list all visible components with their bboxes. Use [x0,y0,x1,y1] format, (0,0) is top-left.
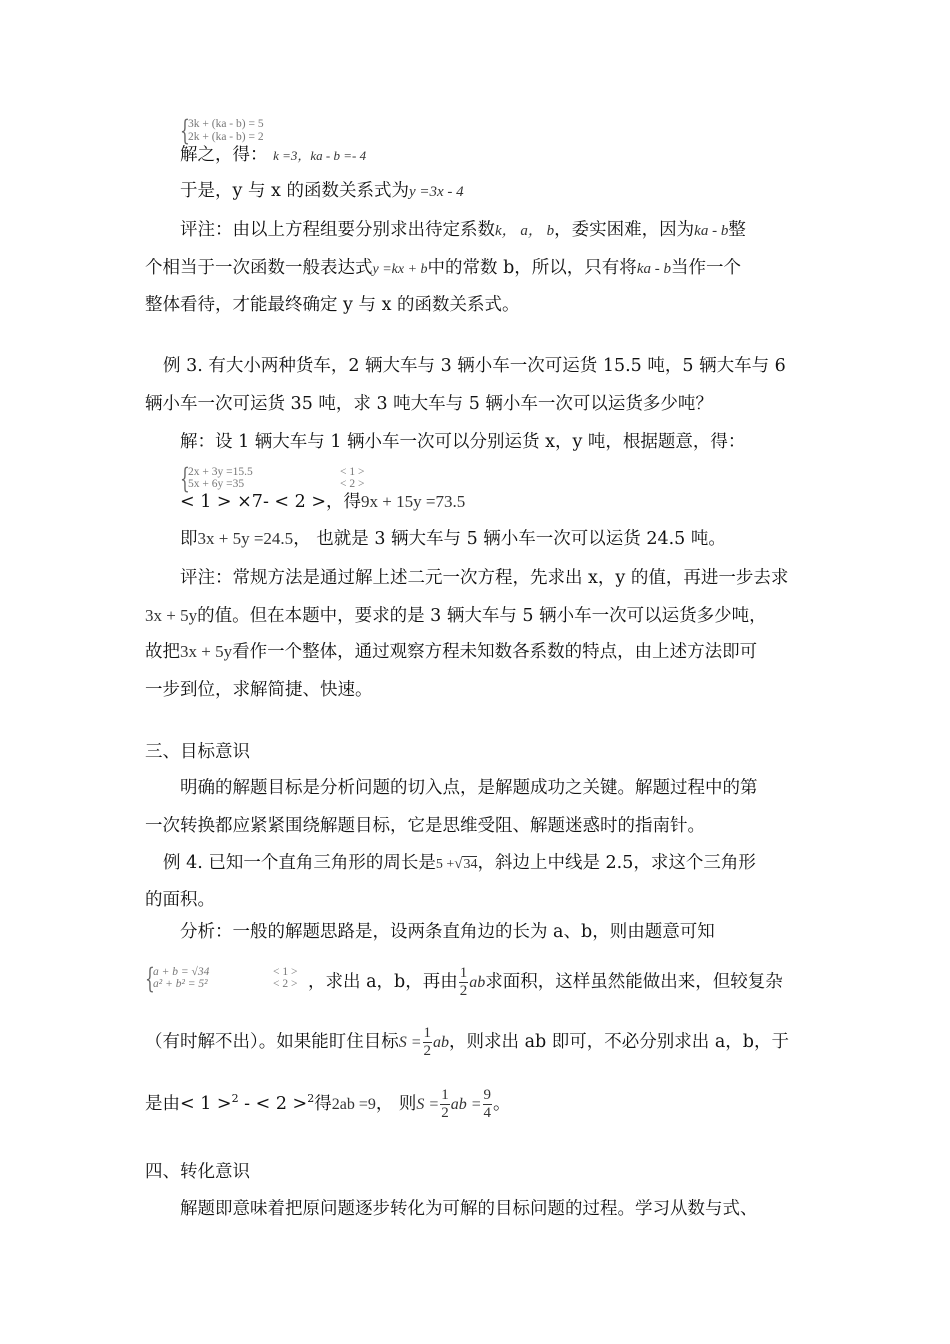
text: （有时解不出）。如果能盯住目标 [145,1032,399,1052]
numerator: 1 [441,1087,449,1103]
section-heading [145,740,250,764]
math: y =kx + b [372,262,428,277]
superscript: 2 [231,1092,239,1105]
text: 的值。但在本题中，要求的是 3 辆大车与 5 辆小车一次可以运货多少吨， [197,606,767,626]
equation-system-3 [145,962,325,995]
analysis-line [145,1026,789,1059]
fraction [459,966,469,999]
text: 求面积，这样虽然能做出来，但较复杂 [485,972,783,992]
brace-icon: { [180,462,190,495]
comment-line [145,604,767,628]
text: 一步到位，求解简捷、快速。 [145,680,373,700]
solution-line [180,490,465,514]
text: 看作一个整体，通过观察方程未知数各系数的特点，由上述方法即可 [232,642,758,662]
math: 34 [463,857,478,872]
brace-icon: { [180,114,190,147]
solution-line [180,430,745,454]
text: 整体看待，才能最终确定 y 与 x 的函数关系式。 [145,295,520,315]
text: ，求出 a，b，再由 [308,972,458,992]
math: 3x + 5y [145,606,198,625]
math: S = [416,1096,440,1113]
paragraph-line [145,814,705,838]
text: ， 则 [375,1094,417,1114]
equation-tag: < 1 > [340,466,365,478]
text: < 1 > ×7- < 2 >，得 [180,492,362,512]
equation: a + b = √34 [153,966,210,978]
section-heading [145,1160,250,1184]
paragraph-line [145,293,520,317]
equation-system-2 [180,462,400,495]
text: 。 [493,1094,511,1114]
paragraph-line [180,1197,758,1221]
numerator: 1 [423,1025,432,1041]
denominator: 4 [483,1105,492,1121]
equation: 3k + (ka - b) = 5 [188,118,264,130]
solution-line [180,527,726,551]
text: - < 2 > [238,1094,308,1114]
text: 评注：常规方法是通过解上述二元一次方程，先求出 x，y 的值，再进一步去求 [180,568,789,588]
math: ka - b [636,261,671,277]
denominator: 2 [423,1043,432,1059]
comment-line [180,566,788,590]
math: 3x + 5y =24.5 [197,529,294,548]
paragraph-line [180,143,366,167]
math: S = [398,1034,422,1051]
math: k =3，ka - b =- 4 [273,148,367,163]
equation-system-1 [180,114,340,147]
equation: a² + b² = 5² [153,978,208,990]
text: 一次转换都应紧紧围绕解题目标，它是思维受阻、解题迷惑时的指南针。 [145,816,705,836]
paragraph-line [145,256,741,282]
numerator: 9 [483,1087,492,1103]
text: 的面积。 [145,890,215,910]
analysis-line [308,966,783,999]
numerator: 1 [459,965,468,981]
fraction [423,1026,433,1059]
paragraph-line [180,179,464,204]
comment-line [145,640,757,664]
example-4-line [145,888,215,912]
math: k， a， b [495,223,555,239]
equation: 2x + 3y =15.5 [188,466,253,478]
sqrt-symbol: √ [454,856,463,872]
analysis-line [145,1088,511,1121]
brace-icon: { [145,962,155,995]
equation: 2k + (ka - b) = 2 [188,131,264,143]
comment-line [145,678,373,702]
text: ，委实困难，因为 [554,220,695,240]
text: 例 3. 有大小两种货车，2 辆大车与 3 辆小车一次可运货 15.5 吨，5 辆大车与 6 [163,356,786,376]
text: 个相当于一次函数一般表达式 [145,258,373,278]
text: ，则求出 ab 即可，不必分别求出 a，b，于 [449,1032,790,1052]
math: ka - b [694,223,729,239]
denominator: 2 [459,983,468,999]
text: 例 4. 已知一个直角三角形的周长是 [163,853,436,873]
text: 辆小车一次可运货 35 吨，求 3 吨大车与 5 辆小车一次可以运货多少吨？ [145,394,713,414]
text: 是由< 1 > [145,1094,232,1114]
math: ab [433,1034,450,1051]
paragraph-line [180,218,746,243]
text: 解题即意味着把原问题逐步转化为可解的目标问题的过程。学习从数与式、 [180,1199,758,1219]
text: ， 也就是 3 辆大车与 5 辆小车一次可以运货 24.5 吨。 [293,529,726,549]
text: 得 [314,1094,332,1114]
text: 当作一个 [670,258,741,278]
text: 明确的解题目标是分析问题的切入点，是解题成功之关键。解题过程中的第 [180,778,758,798]
equation-tag: < 2 > [340,478,365,490]
text: ，斜边上中线是 2.5，求这个三角形 [477,853,756,873]
math: 9x + 15y =73.5 [361,492,466,511]
math: 2ab =9 [331,1096,376,1113]
fraction [483,1088,493,1121]
equation-tag: < 2 > [273,978,298,990]
denominator: 2 [441,1105,449,1121]
math: ab = [450,1096,482,1113]
text: 整 [728,220,746,240]
text: 故把 [145,642,180,662]
equation-tag: < 1 > [273,966,298,978]
heading-text: 三、目标意识 [145,742,250,762]
equation: 5x + 6y =35 [188,478,245,490]
text: 解：设 1 辆大车与 1 辆小车一次可以分别运货 x，y 吨，根据题意，得： [180,432,746,452]
math: y =3x - 4 [408,184,464,200]
math: 3x + 5y [180,642,233,661]
text: 分析：一般的解题思路是，设两条直角边的长为 a、b，则由题意可知 [180,922,715,942]
text: 即 [180,529,198,549]
example-4-line [163,851,756,877]
example-3-line [145,392,713,416]
text: 评注：由以上方程组要分别求出待定系数 [180,220,495,240]
analysis-line [180,920,715,944]
superscript: 2 [307,1092,315,1105]
fraction [440,1088,450,1121]
text: 解之，得： [180,145,268,165]
text: 于是，y 与 x 的函数关系式为 [180,181,409,201]
math: 5 + [435,857,455,872]
example-3-line [163,354,786,378]
math: ab [469,974,486,991]
text: 中的常数 b，所以，只有将 [427,258,637,278]
heading-text: 四、转化意识 [145,1162,250,1182]
paragraph-line [180,776,758,800]
